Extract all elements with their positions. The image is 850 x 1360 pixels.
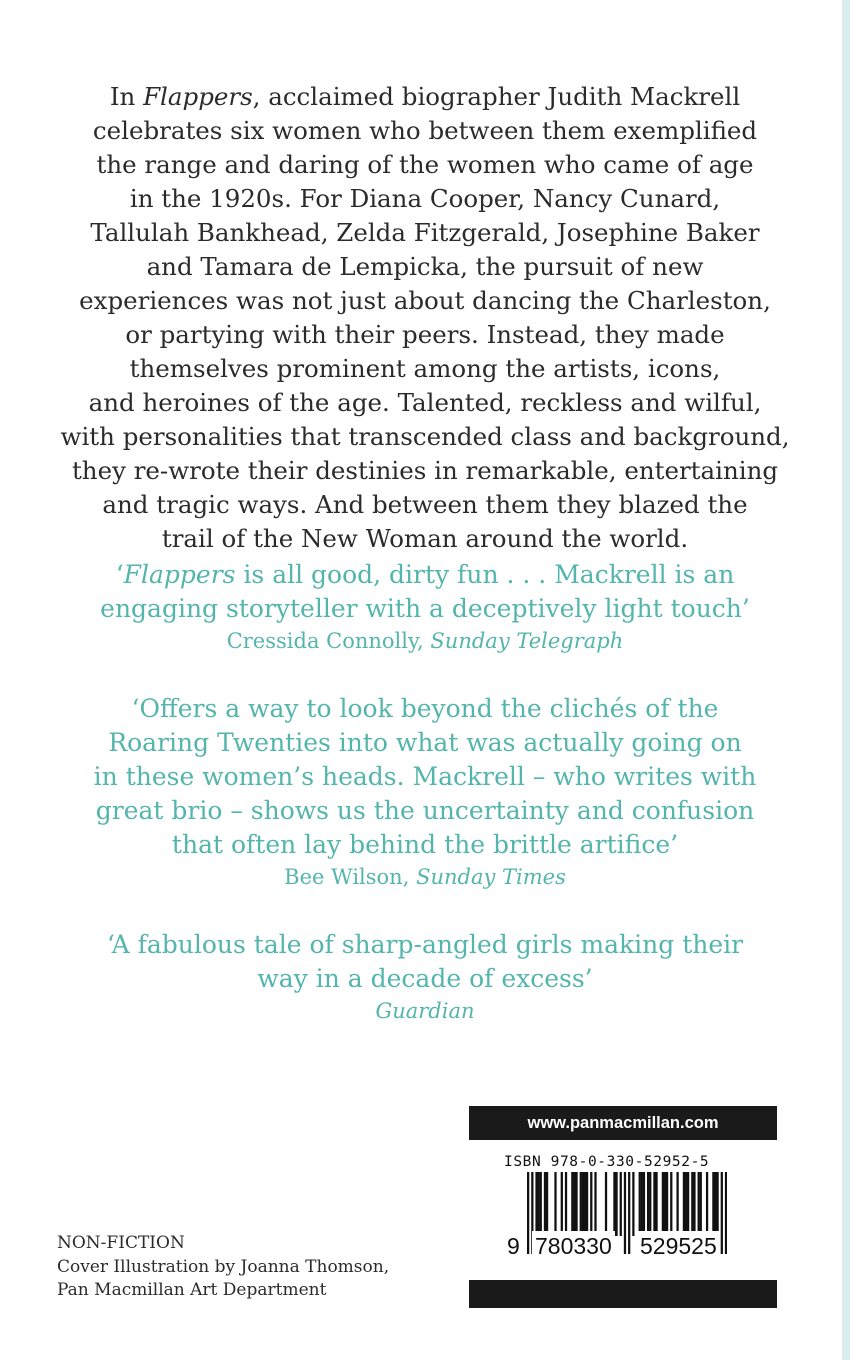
ean-right-group: 529525 (637, 1231, 720, 1261)
barcode-bar (594, 1172, 596, 1236)
bottom-bar (469, 1280, 777, 1308)
barcode-bar (582, 1172, 584, 1236)
barcode-bar (666, 1172, 668, 1236)
blurb (30, 80, 820, 556)
barcode-bar (535, 1172, 537, 1236)
barcode-bar (664, 1172, 666, 1236)
barcode-bar (590, 1172, 592, 1236)
barcode-bar (571, 1172, 573, 1236)
quote-source: Sunday Times (416, 865, 566, 889)
barcode-bar (565, 1172, 567, 1236)
barcode-bar (716, 1172, 718, 1236)
blurb-line: in the 1920s. For Diana Cooper, Nancy Cunard, (129, 184, 721, 213)
blurb-line: Tallulah Bankhead, Zelda Fitzgerald, Josephine Baker (90, 218, 760, 247)
quote-line: ‘Offers a way to look beyond the clichés of the (131, 694, 719, 723)
barcode-bar (647, 1172, 649, 1236)
blurb-line: and heroines of the age. Talented, reckless and wilful, (88, 388, 762, 417)
quote-line: ‘A fabulous tale of sharp-angled girls making their (106, 930, 744, 959)
review-quote-guardian (30, 928, 820, 1026)
barcode-bar (714, 1172, 716, 1236)
barcode-bar (676, 1172, 678, 1236)
isbn-label: ISBN 978-0-330-52952-5 (504, 1154, 710, 1170)
barcode-bar (653, 1172, 655, 1236)
cover-credits (57, 1232, 389, 1303)
barcode-bar (584, 1172, 586, 1236)
blurb-line: themselves prominent among the artists, icons, (129, 354, 721, 383)
barcode-bar (613, 1172, 615, 1236)
barcode-bar (561, 1172, 563, 1236)
barcode-bar (643, 1172, 645, 1236)
barcode-bar (538, 1172, 540, 1236)
ean-lead-digit: 9 (507, 1233, 520, 1259)
barcode-bar (639, 1172, 641, 1236)
ean-left-group: 780330 (532, 1231, 615, 1261)
barcode-bar (586, 1172, 588, 1236)
quote-line: in these women’s heads. Mackrell – who writes with (93, 762, 757, 791)
barcode-bar (620, 1172, 622, 1236)
quote-source: Sunday Telegraph (430, 629, 624, 653)
barcode-bar (575, 1172, 577, 1236)
barcode-bar (632, 1172, 634, 1236)
barcode-bar (546, 1172, 548, 1236)
barcode-bar (700, 1172, 702, 1236)
quote-source: Guardian (375, 999, 475, 1023)
quote-attribution (30, 996, 820, 1026)
barcode-bar (670, 1172, 672, 1236)
book-title: Flappers (143, 82, 253, 111)
barcode-bar (615, 1172, 617, 1236)
barcode-bar (573, 1172, 575, 1236)
barcode-bar (685, 1172, 687, 1236)
blurb-line: the range and daring of the women who came of age (96, 150, 754, 179)
quote-line: great brio – shows us the uncertainty and confusion (95, 796, 755, 825)
quote-line: ‘Flappers is all good, dirty fun . . . Mackrell is an (115, 560, 735, 589)
barcode-bar (721, 1172, 723, 1254)
quote-line: Roaring Twenties into what was actually going on (108, 728, 742, 757)
barcode-bar (641, 1172, 643, 1236)
review-quote-telegraph (30, 558, 820, 656)
barcode-bar (605, 1172, 607, 1236)
blurb-line: with personalities that transcended class and background, (60, 422, 790, 451)
barcode-bar (540, 1172, 542, 1236)
blurb-line: In Flappers, acclaimed biographer Judith Mackrell (109, 82, 741, 111)
blurb-line: experiences was not just about dancing the Charleston, (79, 286, 771, 315)
publisher-website: www.panmacmillan.com (469, 1106, 777, 1140)
blurb-line: or partying with their peers. Instead, they made (125, 320, 725, 349)
barcode-bar (725, 1172, 727, 1254)
illustration-credit: Cover Illustration by Joanna Thomson, (57, 1256, 390, 1277)
barcode-bar (554, 1172, 556, 1236)
blurb-line: trail of the New Woman around the world. (161, 524, 689, 553)
barcode-bar (687, 1172, 689, 1236)
blurb-line: and tragic ways. And between them they blazed the (102, 490, 748, 519)
barcode-bar (698, 1172, 700, 1236)
barcode-panel (469, 1140, 777, 1280)
barcode-bar (706, 1172, 708, 1236)
barcode-bar (662, 1172, 664, 1236)
barcode-bar (712, 1172, 714, 1236)
barcode-bar (683, 1172, 685, 1236)
quote-line: way in a decade of excess’ (257, 964, 593, 993)
edge-stripe (842, 0, 850, 1360)
quote-attribution: Bee Wilson, Sunday Times (284, 865, 566, 889)
barcode-bar (527, 1172, 529, 1254)
quote-line: engaging storyteller with a deceptively light touch’ (100, 594, 750, 623)
barcode-bar (628, 1172, 630, 1254)
category-label: NON-FICTION (57, 1233, 185, 1253)
barcode-bar (691, 1172, 693, 1236)
quote-line: that often lay behind the brittle artifice’ (171, 830, 679, 859)
blurb-line: and Tamara de Lempicka, the pursuit of new (146, 252, 704, 281)
barcode-bar (580, 1172, 582, 1236)
barcode-bar (655, 1172, 657, 1236)
blurb-line: celebrates six women who between them exemplified (92, 116, 758, 145)
barcode-bar (544, 1172, 546, 1236)
book-title: Flappers (123, 560, 236, 589)
barcode-bar (649, 1172, 651, 1236)
barcode-bar (693, 1172, 695, 1236)
department-credit: Pan Macmillan Art Department (57, 1280, 327, 1300)
review-quote-times (30, 692, 820, 892)
barcode-bar (624, 1172, 626, 1254)
quote-attribution: Cressida Connolly, Sunday Telegraph (226, 629, 624, 653)
blurb-line: they re-wrote their destinies in remarkable, entertaining (71, 456, 779, 485)
